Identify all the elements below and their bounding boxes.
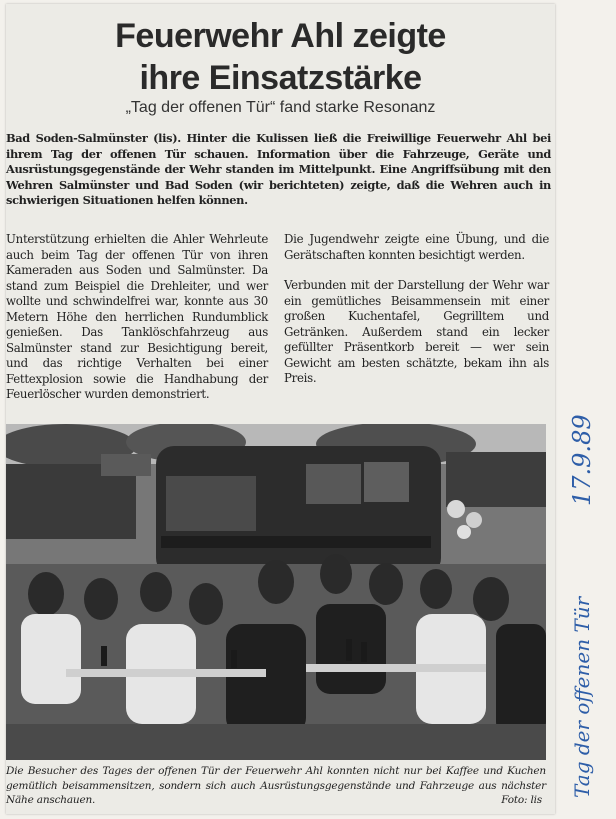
handwritten-annotation — [558, 388, 614, 808]
headline-line-2: ihre Einsatzstärke — [139, 59, 422, 97]
newspaper-clipping — [6, 4, 555, 814]
handwritten-date: 17.9.89 — [568, 414, 596, 506]
photo-caption — [6, 764, 546, 808]
caption-text: Die Besucher des Tages der offenen Tür der Feuerwehr Ahl konnten nicht nur bei Kaffee und Kuchen gemütlich beisammensitzen, sondern sich auch Ausrüstungsgegenstände und Fahrzeuge aus nächster Nähe anschauen. — [6, 765, 546, 806]
body-paragraph: Unterstützung erhielten die Ahler Wehrleute auch beim Tag der offenen Tür von ihren Kameraden aus Soden und Salmünster. Da stand zum Beispiel die Drehleiter, und wer wollte und schwindelfrei war, konnte aus 30 Metern Höhe den herrlichen Rundumblick genießen. Das Tanklöschfahrzeug aus Salmünster stand zur Besichtigung bereit, und das richtige Verhalten bei einer Fettexplosion sowie die Handhabung der Feuerlöscher wurden demonstriert. — [6, 232, 268, 401]
photo-credit: Foto: lis — [501, 794, 542, 806]
photo-festival-crowd — [6, 424, 546, 760]
headline-line-1: Feuerwehr Ahl zeigte — [115, 17, 446, 55]
lead-paragraph: Bad Soden-Salmünster (lis). Hinter die Kulissen ließ die Freiwillige Feuerwehr Ahl bei ihrem Tag der offenen Tür schauen. Information über die Fahrzeuge, Geräte und Ausrüstungsgegenstände der Wehr standen im Mittelpunkt. Eine Angriffsübung mit den Wehren Salmünster und Bad Soden (wir berichteten) zeigte, daß die Wehren auch in schwierigen Situationen helfen können. — [6, 131, 551, 207]
article-column-right — [284, 232, 549, 387]
subheadline: „Tag der offenen Tür“ fand starke Resonanz — [125, 99, 436, 116]
news-photo — [6, 424, 546, 760]
article-column-left — [6, 232, 268, 403]
body-paragraph: Verbunden mit der Darstellung der Wehr war ein gemütliches Beisammensein mit einer großen Kuchentafel, Gegrilltem und Getränken. Außerdem stand ein lecker gefüllter Präsentkorb bereit — wer sein Gewicht am besten schätzte, bekam ihn als Preis. — [284, 278, 549, 385]
handwritten-event-label: Tag der offenen Tür — [570, 596, 594, 798]
body-paragraph: Die Jugendwehr zeigte eine Übung, und die Gerätschaften konnten besichtigt werden. — [284, 232, 549, 262]
